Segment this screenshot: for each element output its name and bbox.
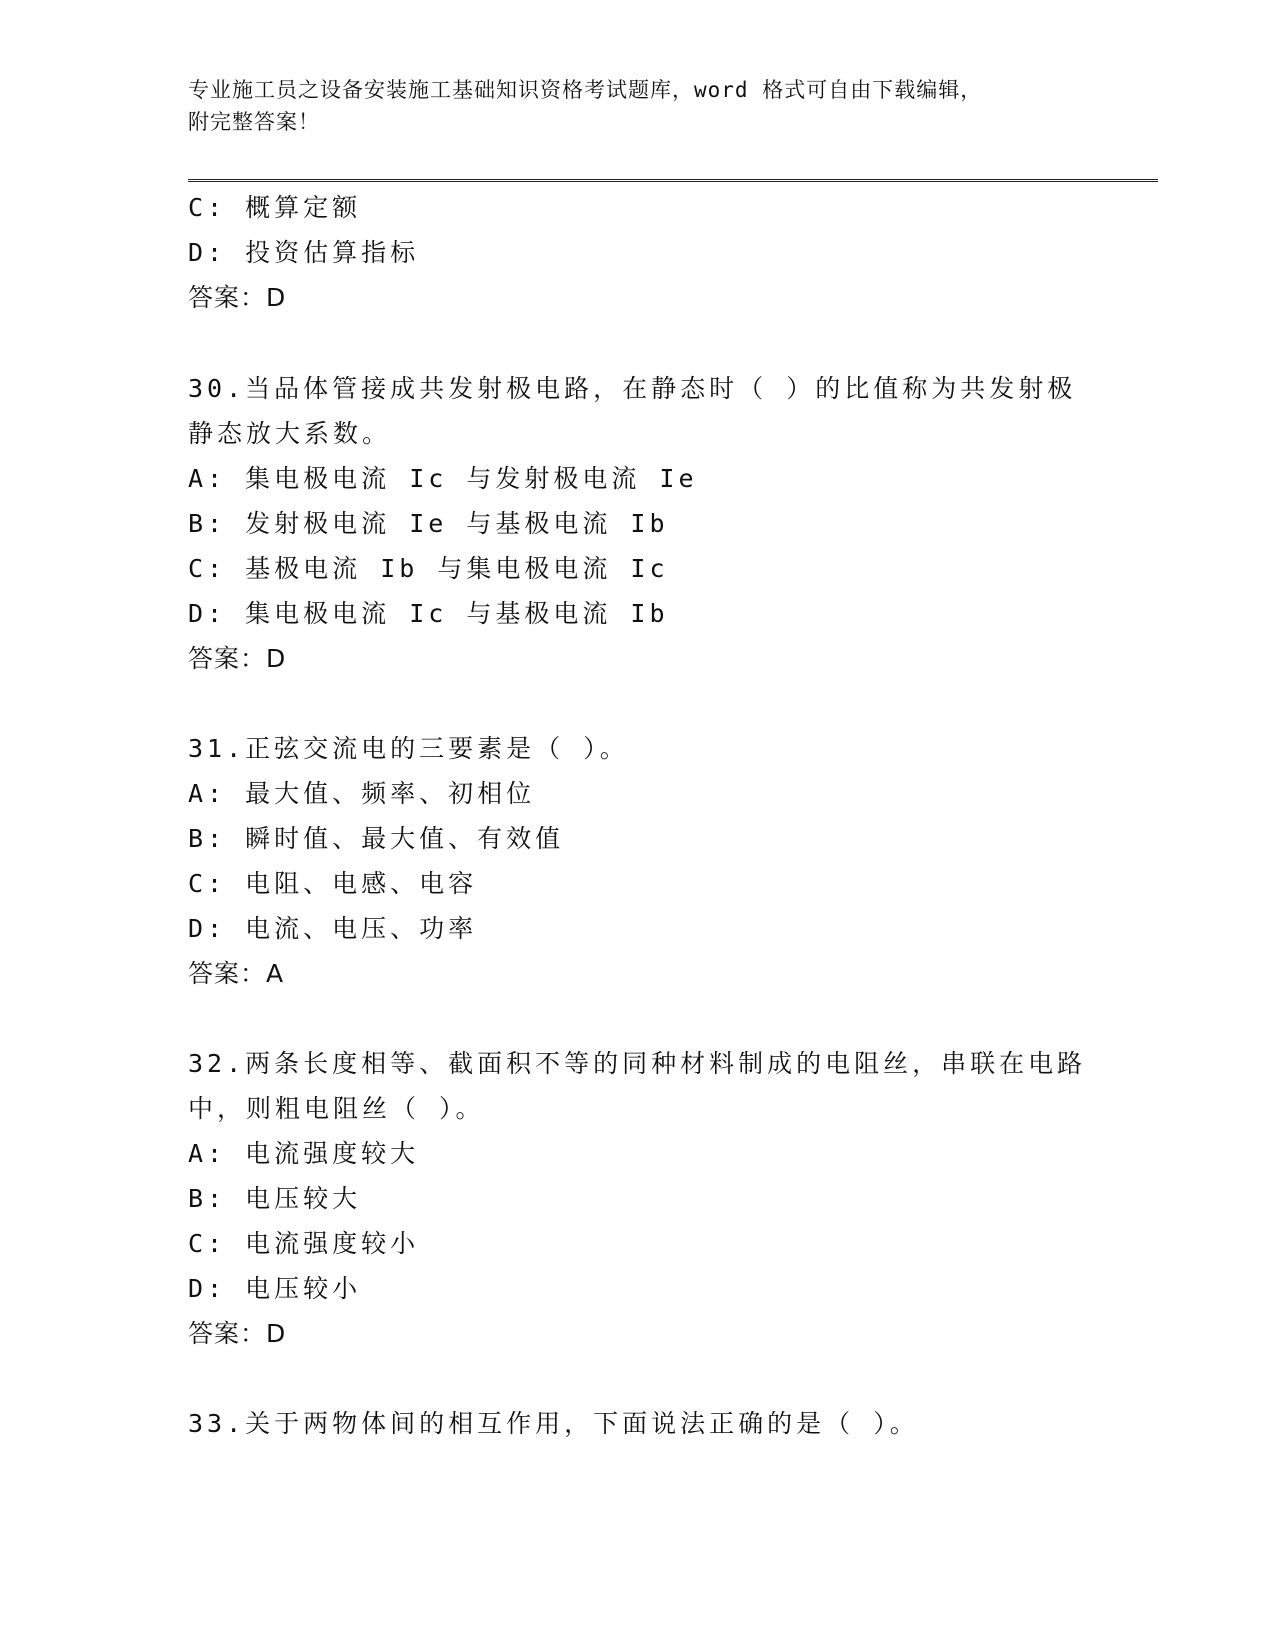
header-line-2: 附完整答案！ — [188, 110, 320, 134]
q32-answer: 答案：D — [188, 1319, 287, 1348]
q33-stem-line-1: 33.关于两物体间的相互作用，下面说法正确的是（ ）。 — [188, 1409, 919, 1438]
q31-option-b: B: 瞬时值、最大值、有效值 — [188, 824, 565, 853]
q29-option-d: D: 投资估算指标 — [188, 238, 420, 267]
q30-answer: 答案：D — [188, 644, 287, 673]
q30-stem-line-1: 30.当品体管接成共发射极电路，在静态时（ ）的比值称为共发射极 — [188, 374, 1077, 403]
q29-option-c: C: 概算定额 — [188, 193, 362, 222]
q32-option-b: B: 电压较大 — [188, 1184, 362, 1213]
q30-option-d: D: 集电极电流 Ic 与基极电流 Ib — [188, 599, 669, 628]
q30-option-c: C: 基极电流 Ib 与集电极电流 Ic — [188, 554, 669, 583]
q31-option-d: D: 电流、电压、功率 — [188, 914, 478, 943]
q30-stem-line-2: 静态放大系数。 — [188, 419, 392, 448]
q32-option-d: D: 电压较小 — [188, 1274, 362, 1303]
header-divider — [188, 179, 1158, 182]
q32-stem-line-2: 中，则粗电阻丝（ ）。 — [188, 1094, 485, 1123]
q29-answer: 答案：D — [188, 283, 287, 312]
header-line-1: 专业施工员之设备安装施工基础知识资格考试题库，word 格式可自由下载编辑， — [188, 78, 983, 102]
q32-option-a: A: 电流强度较大 — [188, 1139, 420, 1168]
q31-stem-line-1: 31.正弦交流电的三要素是（ ）。 — [188, 734, 629, 763]
q32-option-c: C: 电流强度较小 — [188, 1229, 420, 1258]
q31-option-c: C: 电阻、电感、电容 — [188, 869, 478, 898]
document-header — [188, 74, 1088, 138]
q30-option-a: A: 集电极电流 Ic 与发射极电流 Ie — [188, 464, 698, 493]
q31-answer: 答案：A — [188, 959, 285, 988]
q31-option-a: A: 最大值、频率、初相位 — [188, 779, 536, 808]
q32-stem-line-1: 32.两条长度相等、截面积不等的同种材料制成的电阻丝，串联在电路 — [188, 1049, 1087, 1078]
q30-option-b: B: 发射极电流 Ie 与基极电流 Ib — [188, 509, 669, 538]
